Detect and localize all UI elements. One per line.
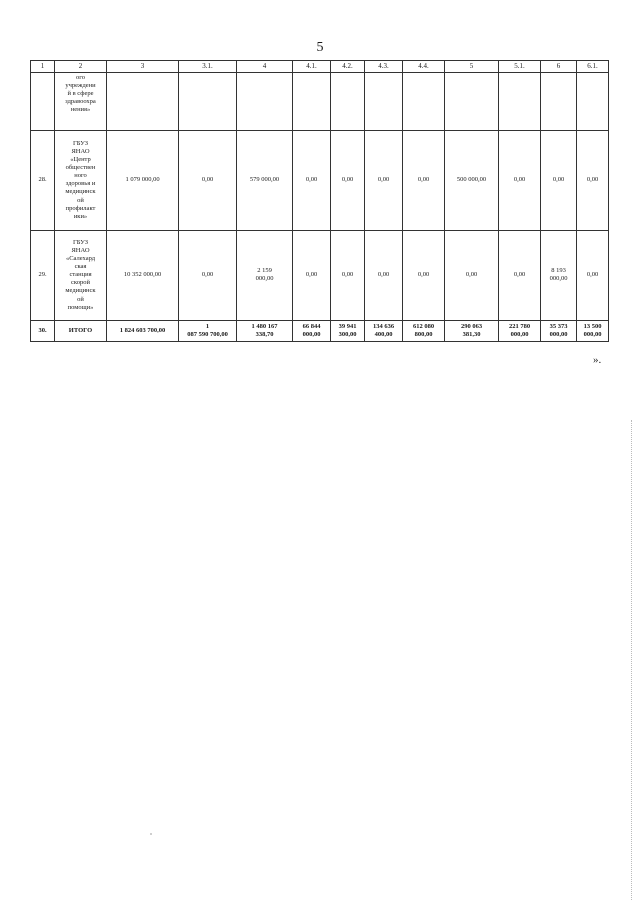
table-cell bbox=[179, 72, 237, 130]
table-cell bbox=[107, 72, 179, 130]
table-cell bbox=[499, 72, 541, 130]
header-cell: 4.1. bbox=[293, 61, 331, 73]
table-cell bbox=[237, 72, 293, 130]
amount-cell: 0,00 bbox=[499, 230, 541, 320]
amount-cell: 0,00 bbox=[577, 130, 609, 230]
total-amount-cell: 35 373 000,00 bbox=[541, 320, 577, 341]
header-cell: 2 bbox=[55, 61, 107, 73]
budget-table bbox=[30, 60, 609, 342]
amount-cell: 0,00 bbox=[403, 230, 445, 320]
header-cell: 6.1. bbox=[577, 61, 609, 73]
amount-cell: 8 193 000,00 bbox=[541, 230, 577, 320]
row-number-cell: 30. bbox=[31, 320, 55, 341]
institution-name-cell: ого учреждени й в сфере здравоохра нения» bbox=[55, 72, 107, 130]
header-cell: 5.1. bbox=[499, 61, 541, 73]
amount-cell: 0,00 bbox=[293, 230, 331, 320]
table-header-row bbox=[31, 61, 609, 73]
institution-name-cell: ГБУЗ ЯНАО «Салехард ская станция скорой медицинск ой помощи» bbox=[55, 230, 107, 320]
amount-cell: 0,00 bbox=[331, 230, 365, 320]
amount-cell: 579 000,00 bbox=[237, 130, 293, 230]
amount-cell: 0,00 bbox=[499, 130, 541, 230]
table-cell bbox=[445, 72, 499, 130]
amount-cell: 0,00 bbox=[293, 130, 331, 230]
amount-cell: 500 000,00 bbox=[445, 130, 499, 230]
scan-speck bbox=[150, 833, 152, 835]
table-cell bbox=[403, 72, 445, 130]
amount-cell: 0,00 bbox=[577, 230, 609, 320]
scan-edge-line bbox=[631, 420, 633, 900]
amount-cell: 1 079 000,00 bbox=[107, 130, 179, 230]
institution-name-cell: ГБУЗ ЯНАО «Центр обществен ного здоровья и медицинск ой профилакт ики» bbox=[55, 130, 107, 230]
header-cell: 3 bbox=[107, 61, 179, 73]
total-label-cell: ИТОГО bbox=[55, 320, 107, 341]
header-cell: 4.4. bbox=[403, 61, 445, 73]
closing-quote: ». bbox=[593, 354, 602, 366]
header-cell: 4 bbox=[237, 61, 293, 73]
total-amount-cell: 66 844 000,00 bbox=[293, 320, 331, 341]
table-cell bbox=[365, 72, 403, 130]
amount-cell: 0,00 bbox=[365, 130, 403, 230]
header-cell: 1 bbox=[31, 61, 55, 73]
table-row-29 bbox=[31, 230, 609, 320]
amount-cell: 0,00 bbox=[365, 230, 403, 320]
total-amount-cell: 39 941 300,00 bbox=[331, 320, 365, 341]
table-row-28 bbox=[31, 130, 609, 230]
total-amount-cell: 13 500 000,00 bbox=[577, 320, 609, 341]
amount-cell: 0,00 bbox=[445, 230, 499, 320]
header-cell: 5 bbox=[445, 61, 499, 73]
amount-cell: 2 159 000,00 bbox=[237, 230, 293, 320]
total-amount-cell: 221 780 000,00 bbox=[499, 320, 541, 341]
table-cell bbox=[293, 72, 331, 130]
table-cell bbox=[331, 72, 365, 130]
table-row-continuation bbox=[31, 72, 609, 130]
header-cell: 4.2. bbox=[331, 61, 365, 73]
total-amount-cell: 134 636 400,00 bbox=[365, 320, 403, 341]
amount-cell: 0,00 bbox=[179, 130, 237, 230]
amount-cell: 0,00 bbox=[331, 130, 365, 230]
amount-cell: 0,00 bbox=[403, 130, 445, 230]
total-amount-cell: 290 063 381,30 bbox=[445, 320, 499, 341]
total-amount-cell: 612 080 800,00 bbox=[403, 320, 445, 341]
amount-cell: 0,00 bbox=[541, 130, 577, 230]
total-amount-cell: 1 480 167 338,70 bbox=[237, 320, 293, 341]
table-cell bbox=[577, 72, 609, 130]
header-cell: 4.3. bbox=[365, 61, 403, 73]
header-cell: 3.1. bbox=[179, 61, 237, 73]
amount-cell: 10 352 000,00 bbox=[107, 230, 179, 320]
page-number: 5 bbox=[316, 40, 324, 55]
row-number-cell: 28. bbox=[31, 130, 55, 230]
total-amount-cell: 1 824 603 700,00 bbox=[107, 320, 179, 341]
table-row-total bbox=[31, 320, 609, 341]
row-number-cell: 29. bbox=[31, 230, 55, 320]
header-cell: 6 bbox=[541, 61, 577, 73]
table-cell bbox=[541, 72, 577, 130]
amount-cell: 0,00 bbox=[179, 230, 237, 320]
total-amount-cell: 1 087 590 700,00 bbox=[179, 320, 237, 341]
table-cell bbox=[31, 72, 55, 130]
